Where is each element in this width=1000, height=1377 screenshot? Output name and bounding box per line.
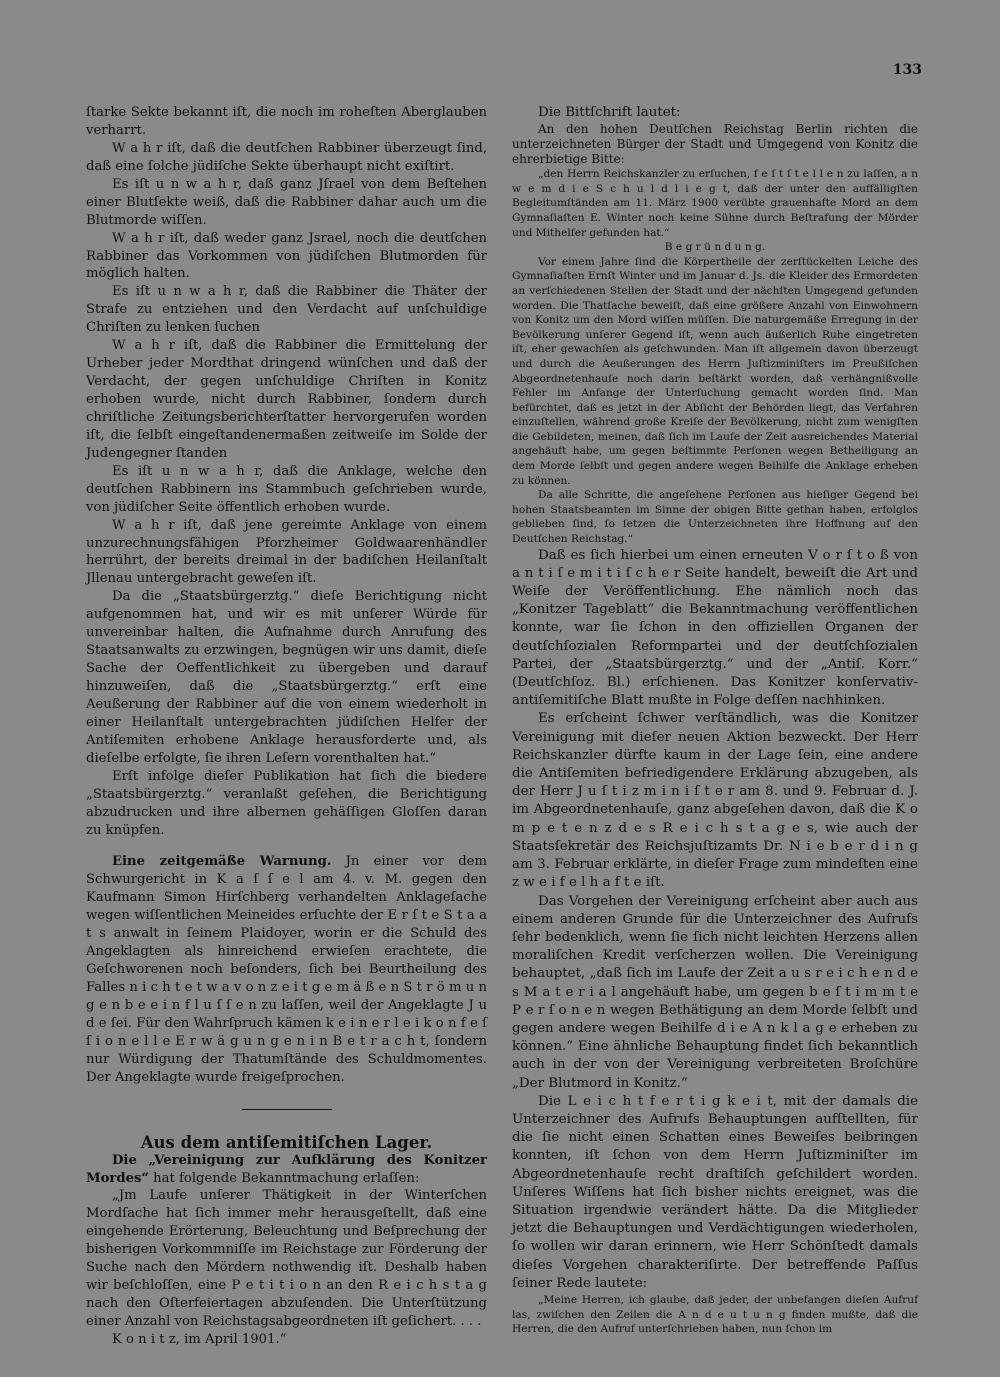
section-subheading: Die „Vereinigung zur Aufklärung des Konitzer Mordes“: [86, 1152, 487, 1186]
paragraph: Da die „Staatsbürgerztg.“ dieſe Berichtigung nicht aufgenommen hat, und wir es mit unſerer Würde für unvereinbar halten, die Aufnahme durch Anrufung des Staatsanwalts zu erzwingen, begnügen wir uns damit, dieſe Sache der Oeffentlichkeit zu übergeben und darauf hinzuweiſen, daß die „Staatsbürgerztg.“ erſt eine Aeußerung der Rabbiner auf die von einem wiederholt in einer Heilanſtalt untergebrachten jüdiſchen Helfer der Antiſemiten erhobene Anklage herausforderte und, als dieſelbe erfolgte, ſie ihren Leſern vorenthalten hat.“: [86, 589, 487, 766]
paragraph: ſtarke Sekte bekannt iſt, die noch im roheſten Aberglauben verharrt.: [86, 105, 487, 138]
section-heading: Aus dem antiſemitiſchen Lager.: [140, 1132, 433, 1152]
announcement-signature: K o n i t z, im April 1901.“: [112, 1331, 287, 1347]
closing-quote: „Meine Herren, ich glaube, daß jeder, der unbefangen dieſen Aufruf las, zwiſchen den Zeilen die A n d e u t u n g finden mußte, daß die Herren, die den Aufruf unterſchrieben haben, nun ſchon im: [512, 1293, 918, 1336]
paragraph: Die L e i c h t f e r t i g k e i t, mit der damals die Unterzeichner des Aufrufs Behauptungen aufſtellten, für die ſie nicht einen Schatten eines Beweiſes beibringen konnten, iſt ſchon von dem Herrn Juſtizminiſter im Abgeordnetenhauſe recht draſtiſch geſchildert worden. Unſeres Wiſſens hat ſich bisher nichts ereignet, was die Situation irgendwie verändert hätte. Da die Mitglieder jetzt die Behauptungen und Verdächtigungen wiederholen, ſo wollen wir daran erinnern, wie Herr Schönſtedt damals dieſes Vorgehen charakteriſirte. Der betreffende Paſſus ſeiner Rede lautete:: [512, 1093, 918, 1291]
paragraph: W a h r iſt, daß jene gereimte Anklage von einem unzurechnungsfähigen Pforzheimer Goldwaarenhändler herrührt, der bereits dreimal in der badiſchen Heilanſtalt Jllenau untergebracht geweſen iſt.: [86, 517, 487, 587]
paragraph: Es iſt u n w a h r, daß die Anklage, welche den deutſchen Rabbinern ins Stammbuch geſchrieben wurde, von jüdiſcher Seite öffentlich erhoben wurde.: [86, 463, 487, 515]
begruendung-text: Da alle Schritte, die angeſehene Perſonen aus hieſiger Gegend bei hohen Staatsbeamten im Sinne der obigen Bitte gethan haben, erfolglos geblieben ſind, ſo ſetzen die Unterzeichneten ihre Hoffnung auf den Deutſchen Reichstag.“: [512, 489, 918, 546]
paragraph: Es iſt u n w a h r, daß ganz Jſrael von dem Beſtehen einer Blutſekte weiß, daß die Rabbiner dahar auch um die Blutmorde wiſſen.: [86, 176, 487, 228]
paragraph: Das Vorgehen der Vereinigung erſcheint aber auch aus einem anderen Grunde für die Unterzeichner des Aufrufs ſehr bedenklich, wenn ſie ſich nicht leichten Herzens allen moraliſchen Kredit verſcherzen wollen. Die Vereinigung behauptet, „daß ſich im Laufe der Zeit a u s r e i c h e n d e s M a t e r i a l angehäuft habe, um gegen b e ſ t i m m t e P e r ſ o n e n wegen Bethätigung an dem Morde ſelbſt und gegen andere wegen Beihilfe d i e A n k l a g e erheben zu können.“ Eine ähnliche Behauptung findet ſich bekanntlich auch in der von der Vereinigung verbreiteten Broſchüre „Der Blutmord in Konitz.“: [512, 893, 918, 1091]
warning-text: Jn einer vor dem Schwurgericht in K a ſ ſ e l am 4. v. M. gegen den Kaufmann Simon Hirſchberg verhandelten Anklageſache wegen wiſſentlichen Meineides erſuchte der E r ſ t e S t a a t s anwalt in ſeinem Plaidoyer, worin er die Schuld des Angeklagten als hinreichend erwieſen erachtete, die Geſchworenen noch beſonders, ſich bei Beurtheilung des Falles n i c h t e t w a v o n z e i t g e m ä ß e n S t r ö m u n g e n b e e i n f l u ſ ſ e n zu laſſen, weil der Angeklagte J u d e ſei. Für den Wahrſpruch kämen k e i n e r l e i k o n f e ſ ſ i o n e l l e E r w ä g u n g e n i n B e t r a c h t, ſondern nur Würdigung der Thatumſtände des Schuldmomentes. Der Angeklagte wurde freigeſprochen.: [86, 854, 487, 1085]
paragraph: W a h r iſt, daß die Rabbiner die Ermittelung der Urheber jeder Mordthat dringend wünſchen und daß der Verdacht, der gegen unſchuldige Chriſten in Konitz erhoben wurde, nicht durch Rabbiner, ſondern durch chriſtliche Zeitungsberichterſtatter hervorgerufen worden iſt, die ſelbſt eingeſtandenermaßen zeitweiſe im Solde der Judengegner ſtanden: [86, 338, 487, 461]
announcement-quote: „Jm Laufe unſerer Thätigkeit in der Winterſchen Mordſache hat ſich immer mehr herausgeſtellt, daß eine eingehende Erörterung, Beleuchtung und Beſprechung der bisherigen Vorkommniſſe im Reichstage zur Förderung der Suche nach den Mördern nothwendig iſt. Deshalb haben wir beſchloſſen, eine P e t i t i o n an den R e i c h s t a g nach den Oſterfeiertagen abzuſenden. Die Unterſtützung einer Anzahl von Reichstagsabgeordneten iſt geſichert. . . .: [86, 1188, 487, 1329]
paragraph: W a h r iſt, daß die deutſchen Rabbiner überzeugt ſind, daß eine ſolche jüdiſche Sekte überhaupt nicht exiſtirt.: [86, 140, 487, 174]
begruendung-text: Vor einem Jahre ſind die Körpertheile der zerſtückelten Leiche des Gymnaſiaſten Ernſt Winter und im Januar d. Js. die Kleider des Ermordeten an verſchiedenen Stellen der Stadt und der nächſten Umgegend gefunden worden. Die Thatſache beweiſt, daß eine größere Anzahl von Einwohnern von Konitz um den Mord wiſſen müſſen. Die naturgemäße Erregung in der Bevölkerung unſerer Gegend iſt, wenn auch äußerlich Ruhe eingetreten iſt, eher gewachſen als geſchwunden. Man iſt allgemein davon überzeugt und durch die Aeußerungen des Herrn Juſtizminiſters im Preußiſchen Abgeordnetenhauſe noch darin beſtärkt worden, daß verhängnißvolle Fehler im Anfange der Unterſuchung gemacht worden ſind. Man befürchtet, daß es jetzt in der Abſicht der Behörden liegt, das Verfahren einzuſtellen, während große Kreiſe der Bevölkerung, nicht zum wenigſten die Gebildeten, meinen, daß ſich im Laufe der Zeit ausreichendes Material angehäuft habe, um gegen beſtimmte Perſonen wegen Betheiligung an dem Morde ſelbſt und gegen andere wegen Beihilfe die Anklage erheben zu können.: [512, 255, 918, 487]
petition-label: Die Bittſchrift lautet:: [538, 105, 681, 120]
paragraph: Erſt infolge dieſer Publikation hat ſich die biedere „Staatsbürgerztg.“ veranlaßt geſehen, die Berichtigung abzudrucken und ihre albernen gehäſſigen Gloſſen daran zu knüpfen.: [86, 768, 487, 838]
begruendung-label: B e g r ü n d u n g.: [664, 241, 766, 254]
page-number: 133: [892, 62, 922, 78]
divider: [242, 1109, 332, 1110]
left-column: [86, 104, 487, 1349]
petition-address: An den hohen Deutſchen Reichstag Berlin richten die unterzeichneten Bürger der Stadt und Umgegend von Konitz die ehrerbietige Bitte:: [512, 122, 918, 167]
warning-paragraph: [86, 853, 487, 1086]
paragraph: Daß es ſich hierbei um einen erneuten V o r ſ t o ß von a n t i ſ e m i t i ſ c h e r Seite handelt, beweiſt die Art und Weiſe der Veröffentlichung. Ehe nämlich noch das „Konitzer Tageblatt“ die Bekanntmachung veröffentlichen konnte, war ſie ſchon in den offiziellen Organen der deutſchſozialen Reformpartei und der deutſchſozialen Partei, der „Staatsbürgerztg.“ und der „Antiſ. Korr.“ (Deutſchſoz. Bl.) erſchienen. Das Konitzer konſervativ-antiſemitiſche Blatt mußte in Folge deſſen nachhinken.: [512, 547, 918, 709]
paragraph: W a h r iſt, daß weder ganz Jsrael, noch die deutſchen Rabbiner das Vorkommen von jüdiſchen Blutmorden für möglich halten.: [86, 230, 487, 282]
warning-title: Eine zeitgemäße Warnung.: [112, 854, 332, 870]
paragraph: Es iſt u n w a h r, daß die Rabbiner die Thäter der Strafe zu entziehen und den Verdacht auf unſchuldige Chriſten zu lenken ſuchen: [86, 284, 487, 336]
section-intro: [86, 1152, 487, 1188]
paragraph: Es erſcheint ſchwer verſtändlich, was die Konitzer Vereinigung mit dieſer neuen Aktion bezweckt. Der Herr Reichskanzler dürfte kaum in der Lage ſein, eine andere die Antiſemiten befriedigendere Erklärung abzugeben, als der Herr J u ſ t i z m i n i ſ t e r am 8. und 9. Februar d. J. im Abgeordnetenhauſe, ganz abgeſehen davon, daß die K o m p e t e n z d e s R e i c h s t a g e s, wie auch der Staatsſekretär des Reichsjuſtizamts Dr. N i e b e r d i n g am 3. Februar erklärte, in dieſer Frage zum mindeſten eine z w e i f e l h a f t e iſt.: [512, 711, 918, 891]
petition-request: „den Herrn Reichskanzler zu erſuchen, f e ſ t ſ t e l l e n zu laſſen, a n w e m d i e S c h u l d l i e g t, daß der unter den auffälligſten Begleitumſtänden am 11. März 1900 verübte grauenhafte Mord an dem Gymnaſiaſten E. Winter noch keine Sühne durch Beſtrafung der Mörder und Mithelfer gefunden hat.“: [512, 168, 918, 239]
section-intro-text: hat folgende Bekanntmachung erlaſſen:: [148, 1170, 420, 1186]
right-column: [512, 104, 918, 1337]
